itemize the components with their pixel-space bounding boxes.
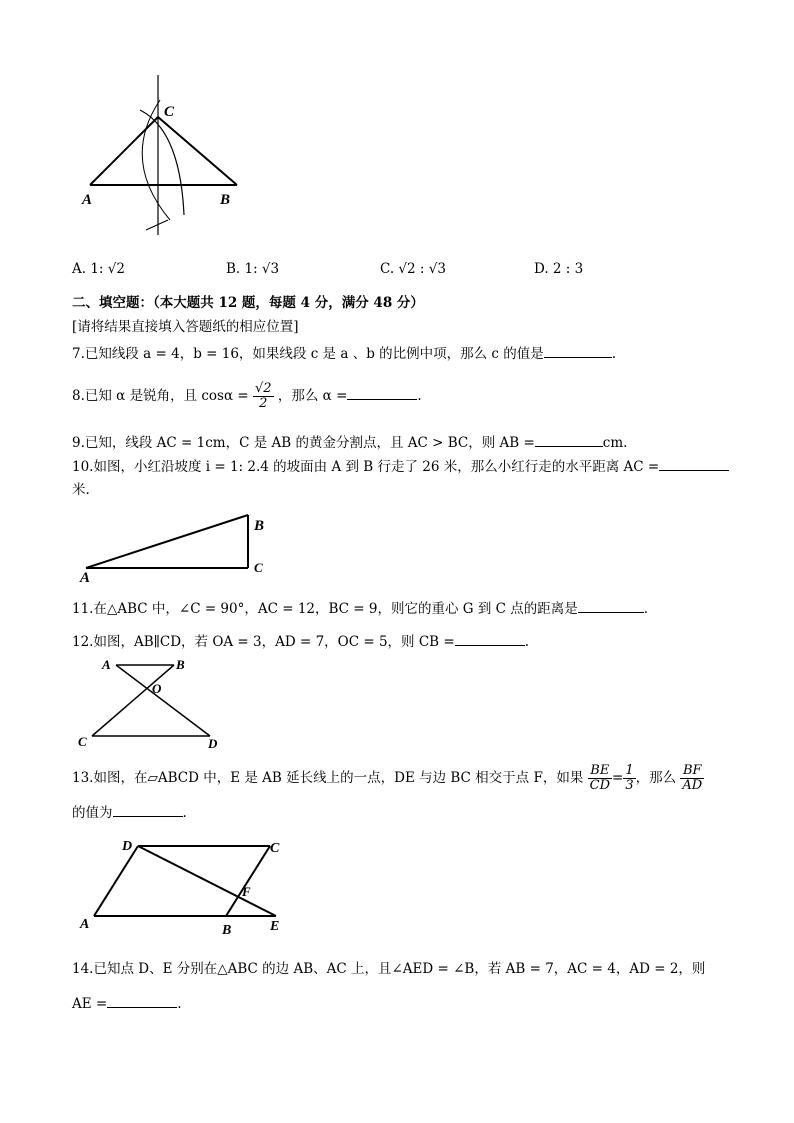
question-14 [72, 960, 705, 978]
q14-line1: 14.已知点 D、E 分别在△ABC 的边 AB、AC 上，且∠AED = ∠B，若 AB = 7，AC = 4，AD = 2，则 [72, 961, 706, 977]
fig4-label-b: B [222, 923, 232, 938]
question-13: 13.如图，在▱ABCD 中，E 是 AB 延长线上的一点，DE 与边 BC 相交于点 F，如果 $\frac{BE}{CD}$ = $\frac{1}{3}$ ，那么 $\frac{BF}{AD}$ [72, 763, 703, 793]
fig2-label-b: B [254, 518, 265, 534]
q13-line2: 的值为 . [72, 802, 187, 822]
q8-frac-num: √2 [255, 381, 272, 396]
option-c: C. √2 : √3 [380, 261, 446, 277]
q13-text-pre: 13.如图，在▱ABCD 中，E 是 AB 延长线上的一点，DE 与边 BC 相交于点 F，如果 [72, 770, 584, 786]
figure-slope [76, 508, 276, 584]
q14-line2: AE = . [72, 993, 182, 1013]
fig1-label-b: B [220, 192, 231, 208]
q9-text: 9.已知，线段 AC = 1cm，C 是 AB 的黄金分割点，且 AC > BC，则 AB = [72, 435, 535, 451]
fig3-label-a: A [102, 657, 111, 672]
figure-construction [80, 70, 250, 240]
fig4-label-c: C [270, 841, 280, 856]
question-11: 11.在△ABC 中，∠C = 90°，AC = 12，BC = 9，则它的重心 G 到 C 点的距离是 . [72, 598, 648, 618]
q11-text: 11.在△ABC 中，∠C = 90°，AC = 12，BC = 9，则它的重心 G 到 C 点的距离是 [72, 601, 578, 617]
q8-fraction [253, 382, 274, 411]
question-7: 7.已知线段 a = 4，b = 16，如果线段 c 是 a 、b 的比例中项，那么 c 的值是 . [72, 343, 616, 363]
fig3-label-o: O [152, 681, 162, 696]
q8-frac-den: 2 [259, 396, 268, 411]
fig2-label-a: A [80, 570, 91, 584]
section-heading: 二、填空题：（本大题共 12 题，每题 4 分，满分 48 分） [72, 295, 424, 311]
q13-answer-blank[interactable] [113, 802, 183, 817]
q10-line2: 米. [72, 482, 90, 498]
option-a: A. 1: √2 [72, 261, 125, 277]
fig2-label-c: C [254, 560, 263, 575]
q12-text: 12.如图，AB∥CD，若 OA = 3，AD = 7，OC = 5，则 CB = [72, 634, 455, 650]
q12-answer-blank[interactable] [455, 631, 525, 646]
fig1-label-c: C [164, 104, 175, 120]
fig3-label-b: B [176, 657, 185, 672]
question-10 [72, 456, 729, 476]
figure-hourglass [76, 656, 236, 750]
q7-answer-blank[interactable] [544, 343, 612, 358]
q8-text-pre: 8.已知 α 是锐角，且 cosα = [72, 388, 249, 404]
q13-fraction-one-third: $\frac{1}{3}$ [625, 763, 634, 793]
q11-answer-blank[interactable] [578, 598, 644, 613]
fig4-label-a: A [80, 917, 90, 932]
q14-answer-blank[interactable] [107, 993, 177, 1008]
q13-fraction-be-cd: $\frac{BE}{CD}$ [589, 763, 610, 793]
fig4-label-d: D [122, 839, 133, 854]
q8-answer-blank[interactable] [347, 385, 417, 400]
q10-line1: 10.如图，小红沿坡度 i = 1: 2.4 的坡面由 A 到 B 行走了 26 米，那么小红行走的水平距离 AC = [72, 459, 660, 475]
q10-answer-blank[interactable] [659, 456, 729, 471]
q9-unit: cm. [602, 435, 628, 451]
fig4-label-e: E [270, 919, 280, 934]
figure-parallelogram [76, 834, 296, 938]
question-12: 12.如图，AB∥CD，若 OA = 3，AD = 7，OC = 5，则 CB = . [72, 631, 529, 651]
fig4-label-f: F [242, 884, 251, 899]
fig3-label-c: C [78, 734, 87, 749]
q13-fraction-bf-ad: $\frac{BF}{AD}$ [682, 763, 703, 793]
fig1-label-a: A [82, 192, 93, 208]
question-8: 8.已知 α 是锐角，且 cosα = $\frac{√2}{2}$ ，那么 α = . [72, 381, 422, 411]
question-9 [72, 432, 627, 452]
section-instruction: [请将结果直接填入答题纸的相应位置] [72, 319, 299, 335]
q7-text: 7.已知线段 a = 4，b = 16，如果线段 c 是 a 、b 的比例中项，那么 c 的值是 [72, 346, 544, 362]
option-b: B. 1: √3 [226, 261, 280, 277]
q9-answer-blank[interactable] [535, 432, 603, 447]
option-d: D. 2 : 3 [534, 261, 584, 277]
fig3-label-d: D [208, 736, 218, 750]
q8-text-post: ，那么 α = [277, 388, 348, 404]
